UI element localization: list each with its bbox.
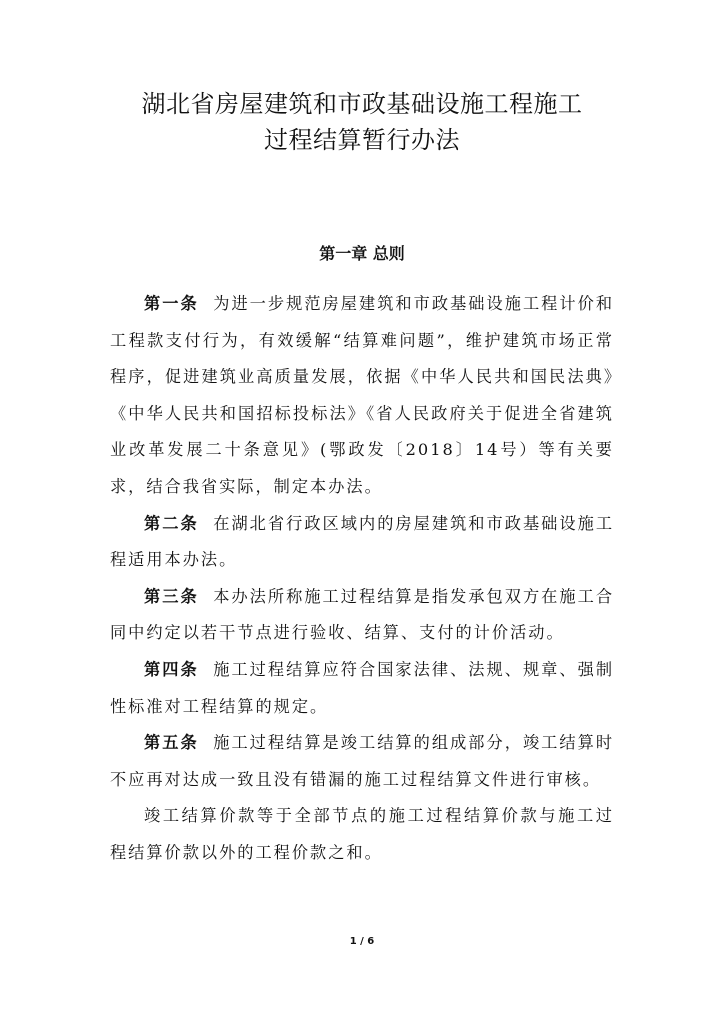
chapter-heading: 第一章 总则 — [319, 244, 405, 263]
page-indicator: 1 / 6 — [349, 936, 375, 947]
article-text: 本办法所称施工过程结算是指发承包双方在施工合同中约定以若干节点进行验收、结算、支付的计价活动。 — [110, 586, 615, 643]
article-text: 在湖北省行政区域内的房屋建筑和市政基础设施工程适用本办法。 — [110, 513, 615, 570]
article-3 — [110, 579, 614, 652]
article-1 — [110, 286, 614, 506]
article-label: 第四条 — [144, 659, 199, 679]
article-text: 施工过程结算是竣工结算的组成部分，竣工结算时不应再对达成一致且没有错漏的施工过程结算文件进行审核。 — [110, 733, 615, 789]
document-title — [110, 0, 614, 158]
closing-paragraph: 竣工结算价款等于全部节点的施工过程结算价款与施工过程结算价款以外的工程价款之和。 — [110, 806, 614, 862]
article-label: 第一条 — [144, 294, 199, 313]
article-4 — [110, 652, 614, 725]
title-line-1: 湖北省房屋建筑和市政基础设施工程施工 — [141, 90, 583, 118]
article-text: 施工过程结算应符合国家法律、法规、规章、强制性标准对工程结算的规定。 — [110, 659, 615, 716]
article-label: 第五条 — [144, 733, 199, 753]
article-2 — [110, 506, 614, 579]
article-text: 为进一步规范房屋建筑和市政基础设施工程计价和工程款支付行为，有效缓解“结算难问题”，维护建筑市场正常程序，促进建筑业高质量发展，依据《中华人民共和国民法典》《中华人民共和国招标投标法》《省人民政府关于促进全省建筑业改革发展二十条意见》(鄂政发〔2018〕14号）等有关要求，结合我省实际，制定本办法。 — [110, 294, 615, 496]
article-label: 第二条 — [144, 513, 199, 533]
title-line-2: 过程结算暂行办法 — [264, 126, 460, 154]
article-label: 第三条 — [144, 586, 199, 606]
article-5 — [110, 725, 614, 798]
